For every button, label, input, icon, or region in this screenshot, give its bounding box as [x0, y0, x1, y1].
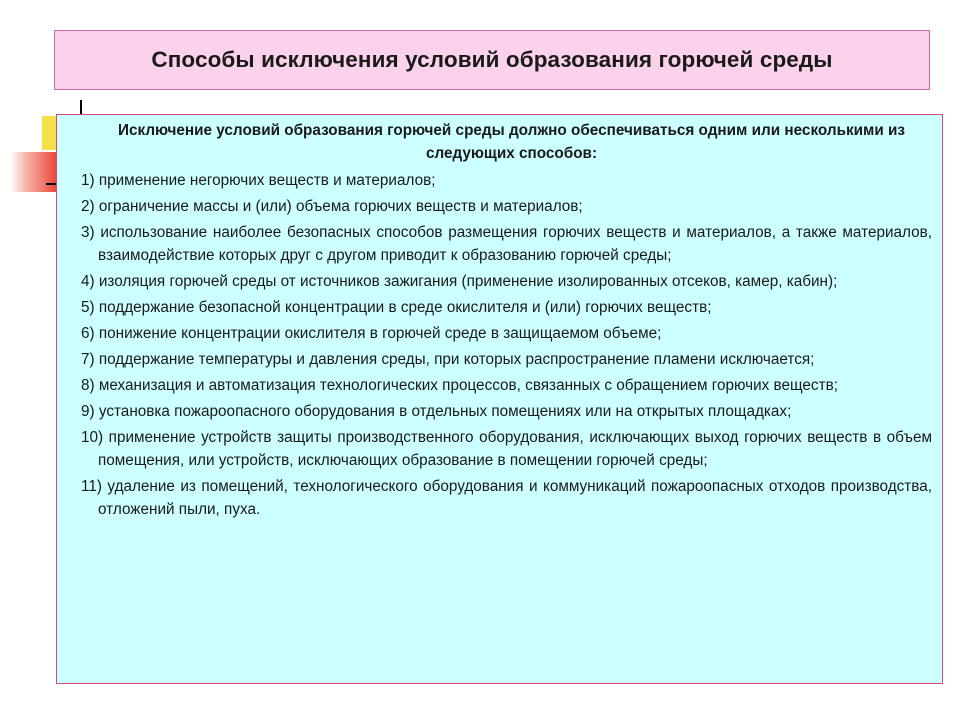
decorative-tick-mark: [80, 100, 82, 114]
list-item: 7) поддержание температуры и давления среды, при которых распространение пламени исключается;: [81, 351, 815, 368]
decorative-yellow-block: [42, 116, 56, 150]
decorative-red-gradient-block: [10, 152, 56, 192]
list-item: 8) механизация и автоматизация технологических процессов, связанных с обращением горючих веществ;: [81, 377, 838, 394]
list-item: 10) применение устройств защиты производственного оборудования, исключающих выход горючих веществ в объем помещения, или устройств, исключающих образование в помещении горючей среды;: [81, 429, 932, 469]
intro-text: Исключение условий образования горючей среды должно обеспечиваться одним или несколькими из следующих способов:: [117, 122, 906, 162]
list-item: 3) использование наиболее безопасных способов размещения горючих веществ и материалов, а также материалов, взаимодействие которых друг с другом приводит к образованию горючей среды;: [81, 224, 932, 264]
list-item: 11) удаление из помещений, технологического оборудования и коммуникаций пожароопасных отходов производства, отложений пыли, пуха.: [81, 478, 932, 518]
list-item: 5) поддержание безопасной концентрации в среде окислителя и (или) горючих веществ;: [81, 299, 712, 316]
content-box: [56, 114, 943, 684]
list-item: 2) ограничение массы и (или) объема горючих веществ и материалов;: [81, 198, 583, 215]
decorative-tick-mark: [46, 183, 56, 185]
list-item: 6) понижение концентрации окислителя в горючей среде в защищаемом объеме;: [81, 325, 662, 342]
list-item: 9) установка пожароопасного оборудования в отдельных помещениях или на открытых площадках;: [81, 403, 792, 420]
slide-title: Способы исключения условий образования горючей среды: [151, 47, 833, 72]
list-item: 4) изоляция горючей среды от источников зажигания (применение изолированных отсеков, камер, кабин);: [81, 273, 838, 290]
list-item: 1) применение негорючих веществ и материалов;: [81, 172, 436, 189]
title-box: [54, 30, 930, 90]
